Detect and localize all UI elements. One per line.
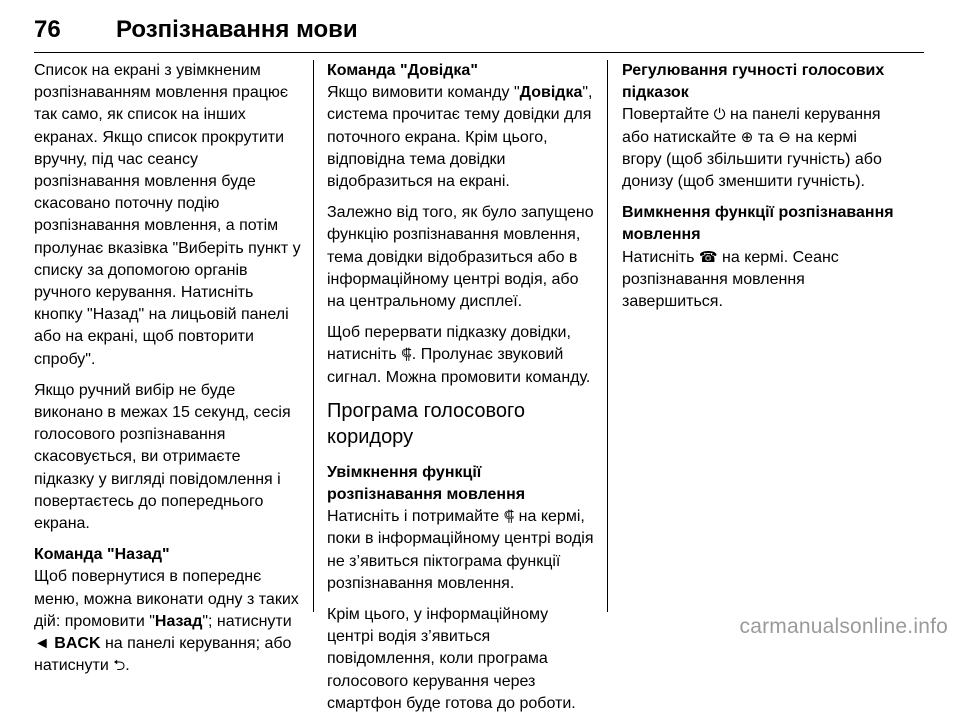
column-1: [34, 60, 302, 686]
paragraph-list-screen: Список на екрані з увімкненим розпізнаванням мовлення працює так само, як список на інших екранах. Якщо список прокрутити вручну, під час сеансу розпізнавання мовлення буде скасовано поточну подію розпізнавання мовлення, а потім пролунає вказівка "Виберіть пункт у списку за допомогою органів ручного керування. Натисніть кнопку "Назад" на лицьовій панелі або на екрані, щоб повторити спробу".: [34, 62, 301, 368]
hang-up-icon: ☎: [698, 248, 718, 266]
page-header: [34, 14, 924, 53]
column-divider-2: [607, 60, 608, 612]
back-key-label: ◄ BACK: [34, 635, 101, 653]
section-title-voice-pass-through: Програма голосового коридору: [327, 399, 525, 448]
heading-deactivate-recognition: Вимкнення функції розпізнавання мовлення: [622, 204, 894, 244]
watermark: carmanualsonline.info: [739, 615, 948, 638]
paragraph-help-location: Залежно від того, як було запущено функцію розпізнавання мовлення, тема довідки відобразиться або в інформаційному центрі водія, або на центральному дисплеї.: [327, 204, 594, 311]
paragraph-timeout: Якщо ручний вибір не буде виконано в межах 15 секунд, сесія голосового розпізнавання скасовується, ви отримаєте підказку у вигляді повідомлення і повертаєтесь до попереднього екрана.: [34, 381, 291, 533]
column-2: [327, 60, 597, 724]
heading-volume: Регулювання гучності голосових підказок: [622, 62, 885, 102]
voice-recognition-icon: ⸿: [401, 346, 412, 364]
volume-down-icon: ⊖: [778, 128, 791, 146]
paragraph-activate-recognition: Натисніть і потримайте ⸿ на кермі, поки в інформаційному центрі водія не з’явиться піктограма функції розпізнавання мовлення.: [327, 508, 594, 592]
power-volume-knob-icon: ⏻: [713, 106, 726, 124]
page-title: Розпізнавання мови: [116, 16, 358, 43]
heading-back-command: Команда "Назад": [34, 546, 170, 564]
paragraph-volume: Повертайте ⏻ на панелі керування або натискайте ⊕ та ⊖ на кермі вгору (щоб збільшити гучність) або донизу (щоб зменшити гучність).: [622, 106, 882, 191]
heading-help-command: Команда "Довідка": [327, 62, 478, 79]
page-number: 76: [34, 16, 61, 43]
volume-up-icon: ⊕: [740, 128, 754, 146]
paragraph-interrupt-help: Щоб перервати підказку довідки, натисніть ⸿. Пролунає звуковий сигнал. Можна промовити команду.: [327, 324, 591, 386]
paragraph-smartphone-ready: Крім цього, у інформаційному центрі водія з’явиться повідомлення, коли програма голосового керування через смартфон буде готова до роботи.: [327, 606, 576, 712]
heading-activate-recognition: Увімкнення функції розпізнавання мовлення: [327, 463, 526, 504]
voice-recognition-icon: ⸿: [503, 508, 515, 526]
paragraph-back-command: Щоб повернутися в попереднє меню, можна виконати одну з таких дій: промовити "Назад"; натиснути ◄ BACK на панелі керування; або натиснути ⮌.: [34, 566, 302, 677]
paragraph-help-command: Якщо вимовити команду "Довідка", система прочитає тему довідки для поточного екрана. Крім цього, відповідна тема довідки відобразиться на екрані.: [327, 84, 593, 191]
column-3: [622, 60, 897, 322]
paragraph-deactivate-recognition: Натисніть ☎ на кермі. Сеанс розпізнавання мовлення завершиться.: [622, 248, 839, 311]
column-divider-1: [313, 60, 314, 612]
return-icon: ⮌: [113, 657, 126, 675]
